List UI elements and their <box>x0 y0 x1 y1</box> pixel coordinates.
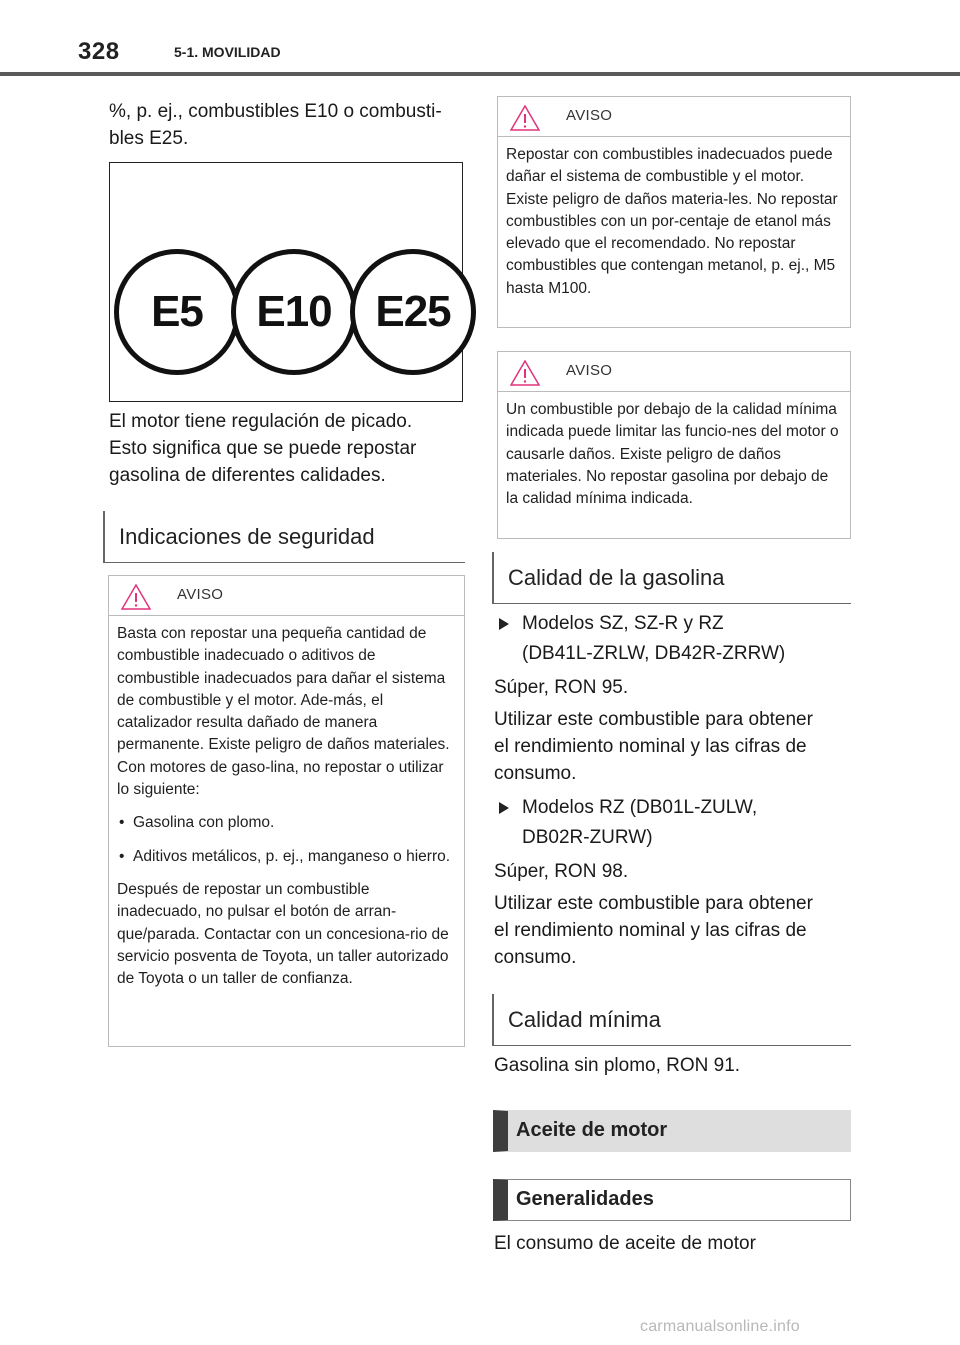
model-line: Modelos RZ (DB01L-ZULW, <box>522 797 758 818</box>
warning-triangle-icon <box>510 360 540 386</box>
warning-paragraph: Un combustible por debajo de la calidad mínima indicada puede limitar las funcio-nes del motor o causarle daños. Existe peligro de daños materiales. No repostar gasolina por debajo de la calidad mínima indicada. <box>506 401 839 508</box>
warning-box-quality <box>497 351 851 539</box>
warning-title: AVISO <box>566 107 613 124</box>
min-quality-heading: Calidad mínima <box>492 994 851 1046</box>
warning-paragraph: Repostar con combustibles inadecuados puede dañar el sistema de combustible y el motor. Existe peligro de daños materia-les. No repostar combustibles con un por-centaje de etanol más elevado que el recomendado. No repostar combustibles que contengan metanol, p. ej., M5 hasta M100. <box>506 146 838 297</box>
triangle-bullet-icon <box>499 802 509 814</box>
warning-title: AVISO <box>177 586 224 603</box>
warning-box-left <box>108 575 465 1047</box>
section-title: 5-1. MOVILIDAD <box>174 44 281 60</box>
general-heading: Generalidades <box>493 1179 851 1221</box>
watermark: carmanualsonline.info <box>640 1318 800 1335</box>
fuel-label-e25: E25 <box>350 249 476 375</box>
usage-line: Utilizar este combustible para obtener <box>494 709 813 730</box>
usage-line: consumo. <box>494 763 577 784</box>
oil-text: El consumo de aceite de motor <box>494 1233 756 1254</box>
intro-line-2: bles E25. <box>109 128 189 149</box>
min-quality-text: Gasolina sin plomo, RON 91. <box>494 1055 741 1076</box>
fuel-grade-2: Súper, RON 98. <box>494 861 629 882</box>
knock-line-2: Esto significa que se puede repostar <box>109 438 417 459</box>
fuel-label-e5: E5 <box>114 249 240 375</box>
oil-heading: Aceite de motor <box>493 1110 851 1152</box>
warning-body <box>109 616 464 1000</box>
intro-line-1: %, p. ej., combustibles E10 o combusti- <box>109 101 442 122</box>
warning-header <box>498 97 850 137</box>
usage-line: consumo. <box>494 947 577 968</box>
warning-bullet: • Aditivos metálicos, p. ej., manganeso o hierro. <box>117 846 454 868</box>
warning-paragraph: Después de repostar un combustible inadecuado, no pulsar el botón de arran-que/parada. Contactar con un concesiona-rio de servicio posventa de Toyota, un taller autorizado de Toyota o un taller de confianza. <box>117 880 449 988</box>
warning-header <box>498 352 850 392</box>
fuel-grade-1: Súper, RON 95. <box>494 677 629 698</box>
header-rule <box>0 72 960 76</box>
model-line: Modelos SZ, SZ-R y RZ <box>522 613 724 634</box>
usage-line: Utilizar este combustible para obtener <box>494 893 813 914</box>
knock-line-1: El motor tiene regulación de picado. <box>109 411 413 432</box>
model-entry-1 <box>494 609 785 669</box>
warning-bullet: • Gasolina con plomo. <box>117 812 454 834</box>
warning-body <box>498 137 850 310</box>
warning-box-fuel <box>497 96 851 328</box>
fuel-label-e10: E10 <box>231 249 357 375</box>
model-line: DB02R-ZURW) <box>522 827 653 848</box>
warning-header <box>109 576 464 616</box>
safety-heading: Indicaciones de seguridad <box>103 511 465 563</box>
warning-title: AVISO <box>566 362 613 379</box>
warning-triangle-icon <box>121 584 151 610</box>
model-line: (DB41L-ZRLW, DB42R-ZRRW) <box>522 643 786 664</box>
triangle-bullet-icon <box>499 618 509 630</box>
warning-body <box>498 392 850 520</box>
usage-line: el rendimiento nominal y las cifras de <box>494 736 807 757</box>
knock-line-3: gasolina de diferentes calidades. <box>109 465 386 486</box>
warning-triangle-icon <box>510 105 540 131</box>
quality-heading: Calidad de la gasolina <box>492 552 851 604</box>
model-entry-2 <box>494 793 757 853</box>
warning-paragraph: Basta con repostar una pequeña cantidad de combustible inadecuado o aditivos de combustible inadecuados para dañar el sistema de combustible y el motor. Ade-más, el catalizador resulta dañado de manera permanente. Existe peligro de daños materiales. Con motores de gaso-lina, no repostar o utilizar lo siguiente: <box>117 625 450 799</box>
page-number: 328 <box>78 38 120 65</box>
fuel-label-image <box>109 162 463 402</box>
usage-line: el rendimiento nominal y las cifras de <box>494 920 807 941</box>
